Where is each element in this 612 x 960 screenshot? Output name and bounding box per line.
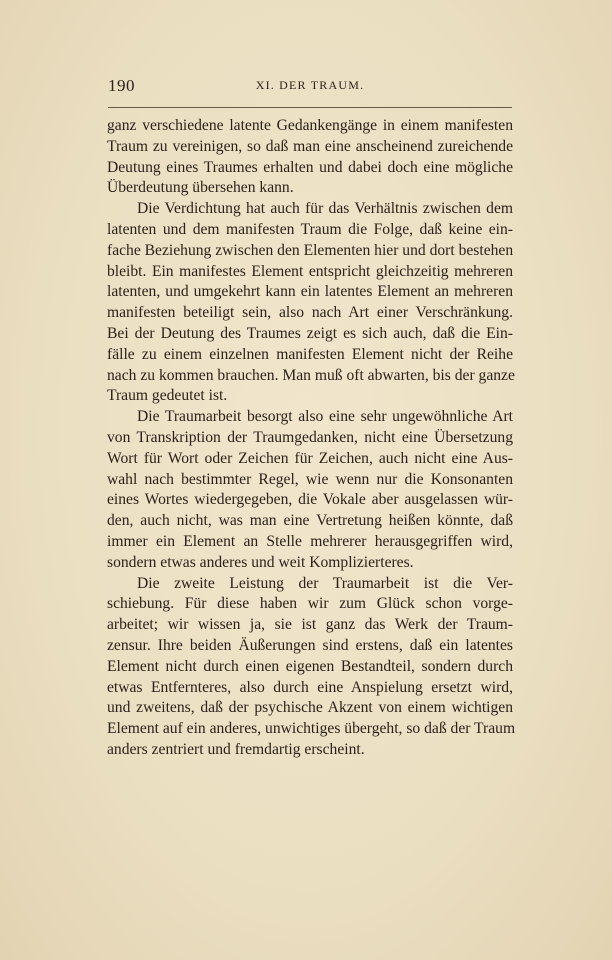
- body-text: [107, 116, 516, 761]
- text-line: Traum gedeutet ist.: [107, 387, 228, 405]
- chapter-title: XI. DER TRAUM.: [255, 78, 365, 92]
- text-line: manifesten beteiligt sein, also nach Art einer Verschränkung.: [107, 304, 513, 322]
- paragraph: [107, 574, 516, 761]
- text-line: fache Beziehung zwischen den Elementen hier und dort bestehen: [107, 241, 514, 259]
- text-line: Überdeutung übersehen kann.: [107, 179, 294, 197]
- text-line: anders zentriert und fremdartig erscheint.: [107, 740, 365, 758]
- text-line: latenten, und umgekehrt kann ein latentes Element an mehreren: [107, 283, 513, 301]
- text-line: schiebung. Für diese haben wir zum Glück schon vorge-: [107, 595, 513, 613]
- text-line: immer ein Element an Stelle mehrerer herausgegriffen wird,: [107, 532, 513, 550]
- text-line: von Transkription der Traumgedanken, nicht eine Übersetzung: [107, 428, 513, 446]
- text-line: Die zweite Leistung der Traumarbeit ist die Ver-: [137, 574, 513, 592]
- text-line: etwas Entfernteres, also durch eine Anspielung ersetzt wird,: [107, 678, 513, 696]
- page-number: 190: [108, 76, 135, 95]
- text-line: Die Verdichtung hat auch für das Verhältnis zwischen dem: [137, 200, 513, 218]
- text-line: sondern etwas anderes und weit Komplizierteres.: [107, 553, 414, 571]
- text-line: Element auf ein anderes, unwichtiges übergeht, so daß der Traum: [107, 720, 516, 738]
- text-line: und zweitens, daß der psychische Akzent von einem wichtigen: [107, 699, 513, 717]
- text-line: zensur. Ihre beiden Äußerungen sind erstens, daß ein latentes: [107, 636, 513, 654]
- text-line: Die Traumarbeit besorgt also eine sehr ungewöhnliche Art: [137, 408, 513, 426]
- text-line: Element nicht durch einen eigenen Bestandteil, sondern durch: [107, 657, 513, 675]
- paragraph: [107, 407, 513, 573]
- text-line: Bei der Deutung des Traumes zeigt es sich auch, daß die Ein-: [107, 324, 513, 342]
- text-line: Wort für Wort oder Zeichen für Zeichen, auch nicht eine Aus-: [107, 449, 513, 467]
- header-rule: [108, 107, 512, 108]
- paragraph: [107, 116, 513, 199]
- text-line: nach zu kommen brauchen. Man muß oft abwarten, bis der ganze: [107, 366, 515, 384]
- text-line: latenten und dem manifesten Traum die Folge, daß keine ein-: [107, 220, 513, 238]
- text-line: ganz verschiedene latente Gedankengänge in einem manifesten: [107, 117, 513, 134]
- text-line: wahl nach bestimmter Regel, wie wenn nur die Konsonanten: [107, 470, 513, 488]
- text-line: den, auch nicht, was man eine Vertretung heißen könnte, daß: [107, 512, 513, 530]
- text-line: eines Wortes wiedergegeben, die Vokale aber ausgelassen wür-: [107, 491, 513, 509]
- text-line: Deutung eines Traumes erhalten und dabei doch eine mögliche: [107, 158, 513, 176]
- running-head: [108, 76, 512, 98]
- text-line: Traum zu vereinigen, so daß man eine anscheinend zureichende: [107, 137, 513, 155]
- text-line: fälle zu einem einzelnen manifesten Element nicht der Reihe: [107, 345, 513, 363]
- text-line: bleibt. Ein manifestes Element entspricht gleichzeitig mehreren: [107, 262, 513, 280]
- text-line: arbeitet; wir wissen ja, sie ist ganz das Werk der Traum-: [107, 616, 513, 634]
- paragraph: [107, 199, 513, 407]
